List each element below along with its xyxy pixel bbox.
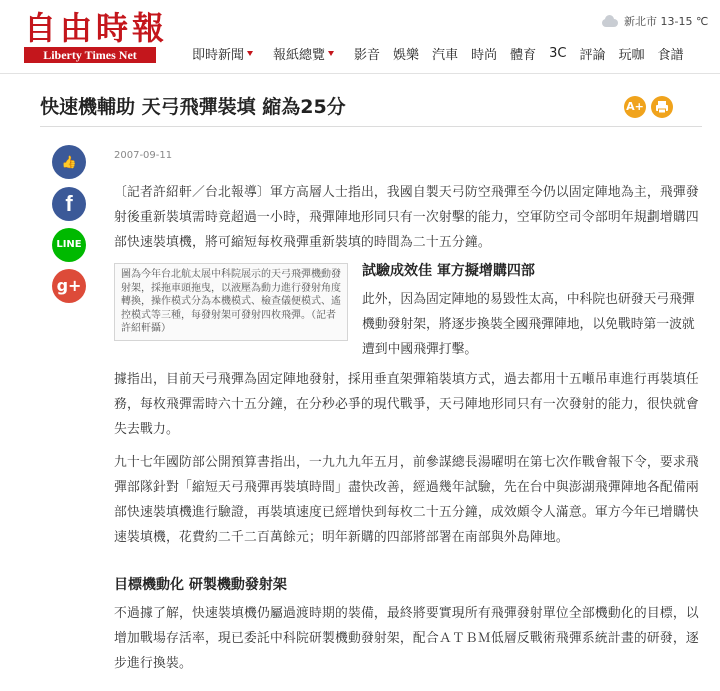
title-divider <box>40 126 702 127</box>
nav-item-video[interactable] <box>354 44 380 63</box>
nav-label: 汽車 <box>432 47 459 63</box>
nav-label: 3C <box>549 45 567 61</box>
article-subtitle-2: 目標機動化 研製機動發射架 <box>114 577 287 593</box>
caret-down-icon <box>247 51 253 56</box>
article-paragraph-4: 九十七年國防部公開預算書指出，一九九九年五月，前參謀總長湯曜明在第七次作戰會報下令，要求飛彈部隊針對「縮短天弓飛彈再裝填時間」盡快改善，經過幾年試驗，先在台中與澎湖飛彈陣地各配備兩部快速裝填機進行驗證，再裝填速度已經增快到每枚二十五分鐘，成效頗令人滿意。軍方今年已增購快速裝填機，花費約二千二百萬餘元；明年新購的四部將部署在南部與外島陣地。 <box>114 455 699 545</box>
nav-item-play[interactable] <box>618 44 644 63</box>
logo-chinese: 自由時報 <box>24 9 169 47</box>
article-subtitle-1: 試驗成效佳 軍方擬增購四部 <box>362 263 535 279</box>
like-button[interactable] <box>52 145 86 179</box>
nav-label: 即時新聞 <box>192 47 245 63</box>
nav-label: 食譜 <box>657 47 684 63</box>
nav-item-recipes[interactable] <box>658 44 684 63</box>
nav-item-opinion[interactable] <box>579 44 605 63</box>
article-date: 2007-09-11 <box>114 150 173 161</box>
nav-label: 體育 <box>510 47 537 63</box>
caret-down-icon <box>328 51 334 56</box>
facebook-share-button[interactable] <box>52 187 86 221</box>
article-paragraph-2: 此外，因為固定陣地的易毀性太高，中科院也研發天弓飛彈機動發射架，將逐步換裝全國飛彈陣地，以免戰時第一波就遭到中國飛彈打擊。 <box>362 292 695 357</box>
gplus-share-button[interactable] <box>52 269 86 303</box>
thumbs-up-icon: 👍 <box>61 155 77 169</box>
photo-caption: 圖為今年台北航太展中科院展示的天弓飛彈機動發射架，採拖車頭拖曳，以液壓為動力進行發射角度轉換，操作模式分為本機模式、檢查儀便模式、遙控模式等三種，每發射架可發射四枚飛彈。（記者許紹軒攝） <box>121 269 341 334</box>
site-logo[interactable] <box>24 9 169 63</box>
weather-widget[interactable] <box>600 12 708 30</box>
print-button[interactable] <box>651 96 673 118</box>
nav-label: 報紙總覽 <box>273 47 326 63</box>
logo-english: Liberty Times Net <box>24 47 156 63</box>
nav-label: 娛樂 <box>393 47 420 63</box>
article-title: 快速機輔助 天弓飛彈裝填 縮為25分 <box>40 96 346 118</box>
nav-item-entertainment[interactable] <box>393 44 419 63</box>
site-header <box>0 0 720 74</box>
facebook-icon: f <box>65 191 73 216</box>
article-paragraph-5: 不過據了解，快速裝填機仍屬過渡時期的裝備，最終將要實現所有飛彈發射單位全部機動化的目標，以增加戰場存活率，現已委託中科院研製機動發射架，配合ＡＴＢＭ低層反戰術飛彈系統計畫的研發，逐步進行換裝。 <box>114 606 699 671</box>
line-icon: LINE <box>56 239 82 250</box>
nav-item-newspaper[interactable] <box>273 44 334 63</box>
nav-item-auto[interactable] <box>432 44 458 63</box>
nav-item-sports[interactable] <box>510 44 536 63</box>
nav-label: 評論 <box>579 47 606 63</box>
cloud-icon <box>600 14 620 28</box>
article-paragraph-3: 據指出，目前天弓飛彈為固定陣地發射，採用垂直架彈箱裝填方式，過去都用十五噸吊車進行再裝填任務，每枚飛彈需時六十五分鐘，在分秒必爭的現代戰爭，天弓陣地形同只有一次發射的能力，很快就會失去戰力。 <box>114 372 699 437</box>
nav-item-fashion[interactable] <box>471 44 497 63</box>
nav-item-3c[interactable] <box>549 46 566 61</box>
nav-item-realtime[interactable] <box>192 44 253 63</box>
gplus-icon: g+ <box>56 276 82 295</box>
photo-caption-box <box>114 263 348 341</box>
font-size-button[interactable]: A+ <box>624 96 646 118</box>
main-nav <box>192 44 697 62</box>
weather-text: 新北市 13-15 ℃ <box>624 15 709 28</box>
nav-label: 玩咖 <box>618 47 645 63</box>
print-icon <box>651 96 673 118</box>
nav-label: 時尚 <box>471 47 498 63</box>
article-paragraph-1: 〔記者許紹軒／台北報導〕軍方高層人士指出，我國自製天弓防空飛彈至今仍以固定陣地為主，飛彈發射後重新裝填需時竟超過一小時，飛彈陣地形同只有一次射擊的能力，空軍防空司令部明年規劃增購四部快速裝填機，將可縮短每枚飛彈重新裝填的時間為二十五分鐘。 <box>114 185 699 250</box>
article-title-row <box>0 84 720 130</box>
line-share-button[interactable] <box>52 228 86 262</box>
nav-label: 影音 <box>354 47 381 63</box>
